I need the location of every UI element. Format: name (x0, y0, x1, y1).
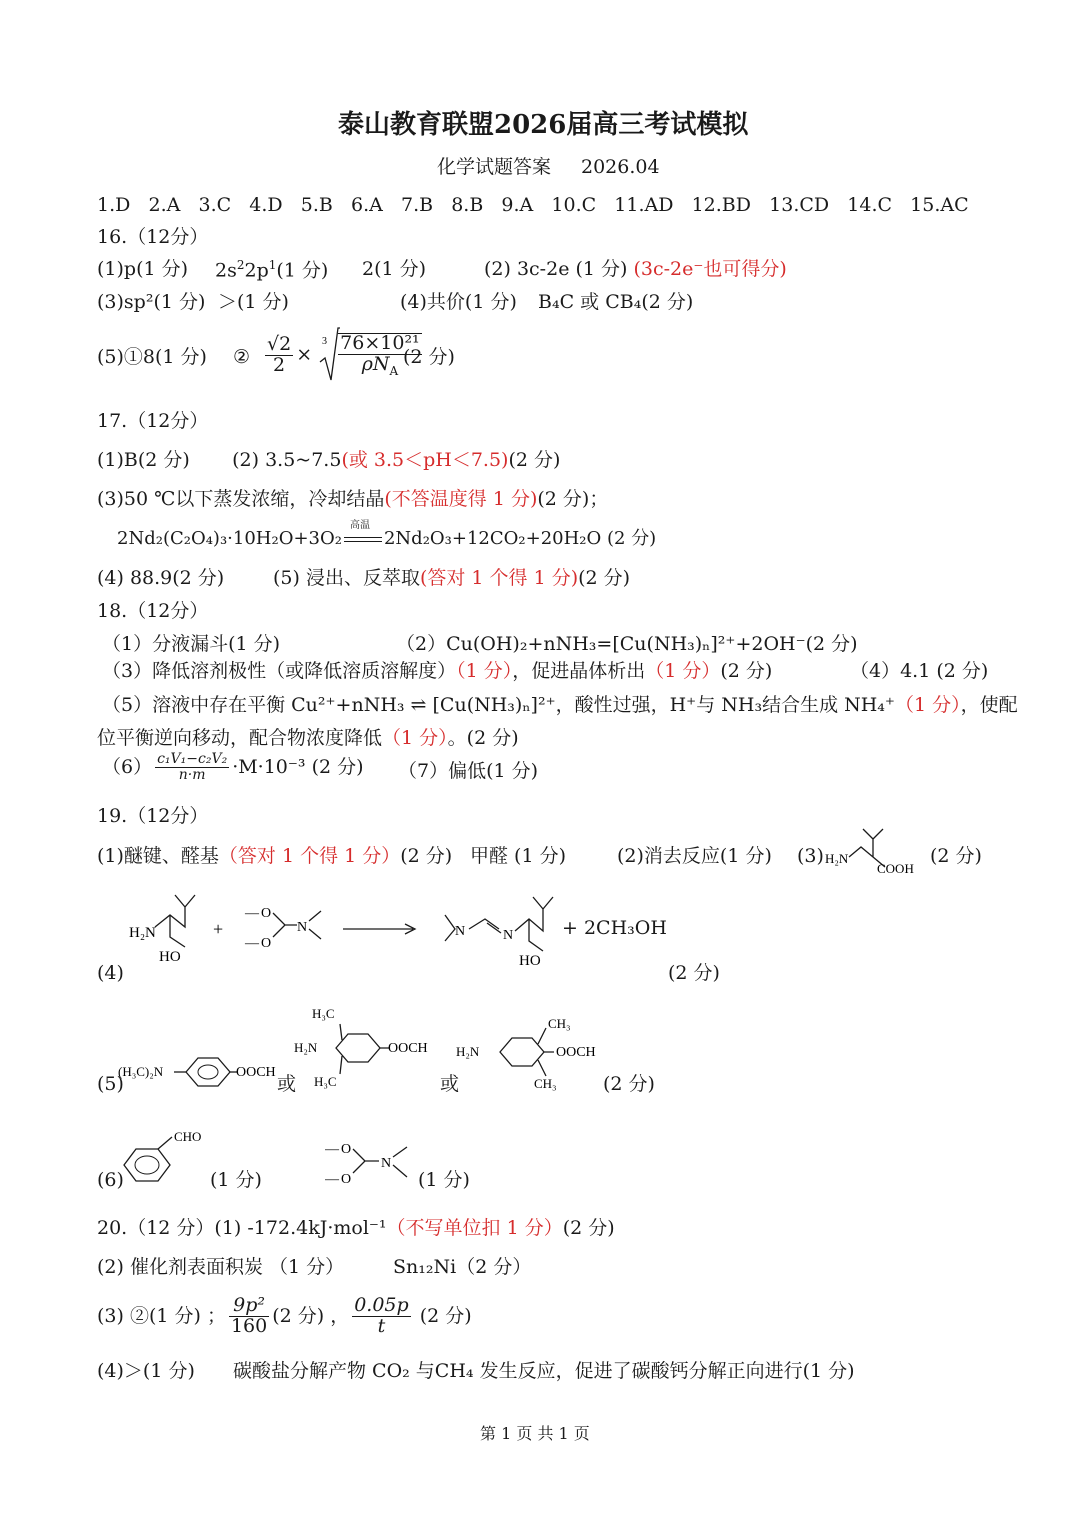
q18-l2c: (2 分) (720, 660, 773, 682)
q16-p1b: (1 分) (276, 259, 329, 282)
q19-l1c: 甲醛 (1 分) (470, 845, 566, 867)
choice-7: 7.B (400, 194, 434, 216)
dmf-dma-structure-icon (325, 1135, 425, 1195)
choice-9: 9.A (501, 194, 534, 216)
q17-l4b: (5) 浸出、反萃取 (273, 567, 420, 589)
q18-l4a: 位平衡逆向移动，配合物浓度降低 (97, 727, 383, 749)
q18-frac-num: c₁V₁−c₂V₂ (157, 751, 228, 767)
q19-l1-note: （答对 1 个得 1 分） (218, 845, 401, 867)
q18-line2 (102, 660, 772, 683)
q18-l2a: （3）降低溶剂极性（或降低溶质溶解度） (102, 660, 457, 682)
q19-p5-or1: 或 (277, 1073, 297, 1095)
q19-l1f: (2 分) (930, 845, 982, 867)
svg-text:HO: HO (159, 949, 181, 965)
q18-l5c: （7）偏低(1 分) (398, 760, 539, 782)
q16-p1c: 2(1 分) (362, 258, 427, 280)
q20-l1-note: （不写单位扣 1 分） (386, 1217, 563, 1239)
svg-text:H₃C: H₃C (312, 1006, 335, 1021)
svg-text:COOH: COOH (877, 861, 914, 876)
q18-line3 (102, 694, 1018, 717)
q20-frac2 (352, 1296, 410, 1337)
svg-text:—: — (245, 936, 259, 951)
q20-l4b: 碳酸盐分解产物 CO₂ 与CH₄ 发生反应，促进了碳酸钙分解正向进行(1 分) (233, 1360, 855, 1382)
q20-f1-den: 160 (230, 1314, 268, 1337)
q16-p4a: (4)共价(1 分) (400, 291, 517, 313)
q16-p1a: (1)p(1 分) (97, 258, 189, 280)
choice-6: 6.A (351, 194, 383, 216)
q20-l3b: (2 分) ， (272, 1305, 350, 1328)
choice-4: 4.D (249, 194, 283, 216)
svg-text:(H₃C)₂N: (H₃C)₂N (118, 1064, 164, 1079)
q16-p3a: (3)sp²(1 分) (97, 291, 206, 313)
svg-text:O: O (341, 1142, 352, 1157)
q17-l4c: (2 分) (578, 567, 631, 589)
q16-formula: $\frac{√2}{2}$ × 3 $\frac{\text{76×10²¹}}{\rho N_A}$ (262, 326, 425, 384)
svg-text:N: N (381, 1156, 392, 1171)
q20-l3a: (3) ②(1 分) ； (97, 1305, 226, 1328)
q17-heading: 17.（12分） (97, 410, 209, 432)
q16-p5a: (5)①8(1 分) (97, 346, 207, 368)
svg-text:O: O (261, 906, 272, 921)
q19-p5-structures (118, 1000, 638, 1100)
svg-text:CH₃: CH₃ (548, 1016, 571, 1031)
svg-text:CH₃: CH₃ (534, 1076, 557, 1091)
q18-l1a: （1）分液漏斗(1 分) (102, 633, 281, 655)
svg-text:H₂N: H₂N (825, 851, 849, 866)
q18-frac (155, 752, 229, 782)
choice-14: 14.C (847, 194, 893, 216)
q17-l2a: (3)50 ℃以下蒸发浓缩，冷却结晶 (97, 488, 385, 510)
svg-text:O: O (261, 936, 272, 951)
q16-root-den: $\rho N_A$ (361, 352, 399, 378)
svg-text:—: — (245, 906, 259, 921)
choice-5: 5.B (300, 194, 333, 216)
choice-11: 11.AD (614, 194, 674, 216)
q18-l2d: （4）4.1 (2 分) (850, 660, 989, 682)
choice-answers (97, 194, 969, 217)
q16-p2 (484, 258, 787, 281)
svg-text:CHO: CHO (174, 1129, 202, 1144)
q20-frac1 (229, 1296, 269, 1337)
svg-text:O: O (341, 1172, 352, 1187)
q17-l2b: (2 分)； (537, 488, 609, 510)
q18-l5b: ·M·10⁻³ (2 分) (232, 755, 364, 778)
q20-l1b: (2 分) (562, 1217, 615, 1239)
reaction-arrow: 高温 (342, 532, 384, 546)
q20-f1-num: 9p² (229, 1296, 269, 1317)
choice-13: 13.CD (769, 194, 830, 216)
choice-1: 1.D (97, 194, 131, 216)
q18-l4b: 。(2 分) (447, 727, 519, 749)
q17-l1-note: (或 3.5＜pH＜7.5) (341, 449, 509, 471)
page-footer: 第 1 页 共 1 页 (480, 1424, 590, 1443)
q20-l3c: (2 分) (419, 1305, 472, 1328)
q16-p2-note: (3c-2e⁻也可得分) (633, 258, 787, 280)
page-subtitle: 化学试题答案 (437, 156, 552, 178)
q16-p1-config: $2s^22p^1(1$ 分) (215, 258, 329, 282)
q20-line3 (97, 1296, 472, 1337)
q19-p4: (4) (97, 962, 124, 984)
q19-l1a: (1)醚键、醛基 (97, 845, 219, 867)
page-title: 泰山教育联盟2026届高三考试模拟 (338, 110, 749, 140)
q19-p6: (6) (97, 1169, 124, 1191)
svg-text:H₂N: H₂N (456, 1044, 480, 1059)
q18-line4 (97, 727, 519, 750)
q18-frac-den: n·m (178, 766, 206, 783)
q17-line2 (97, 488, 608, 511)
q18-heading: 18.（12分） (97, 600, 209, 622)
choice-8: 8.B (451, 194, 484, 216)
q17-l4a: (4) 88.9(2 分) (97, 567, 225, 589)
q17-l2-note: (不答温度得 1 分) (384, 488, 538, 510)
choice-10: 10.C (551, 194, 597, 216)
q18-l5a: （6） (102, 755, 153, 778)
q20-l2a: (2) 催化剂表面积炭 （1 分） (97, 1256, 345, 1278)
q17-l1b: (2) 3.5~7.5 (232, 449, 342, 471)
q20-l1a: 20.（12 分）(1) -172.4kJ·mol⁻¹ (97, 1217, 387, 1239)
q19-l1b: (2 分) (400, 845, 453, 867)
q16-heading: 16.（12分） (97, 226, 209, 248)
q19-line1 (97, 845, 452, 868)
valine-structure-icon (825, 823, 925, 883)
svg-text:N: N (455, 924, 466, 939)
choice-15: 15.AC (910, 194, 969, 216)
q18-l2-n2: （1 分） (645, 660, 721, 682)
q19-l1d: (2)消去反应(1 分) (617, 845, 772, 867)
q19-heading: 19.（12分） (97, 805, 209, 827)
exam-date: 2026.04 (581, 156, 660, 178)
svg-text:H₂N: H₂N (294, 1040, 318, 1055)
q18-l3a: （5）溶液中存在平衡 Cu²⁺+nNH₃ ⇌ [Cu(NH₃)ₙ]²⁺，酸性过强，H⁺与 NH₃结合生成 NH₄⁺ (102, 694, 895, 716)
q19-p5-score: (2 分) (603, 1073, 655, 1095)
q17-line1 (97, 449, 560, 472)
q19-p5: (5) (97, 1073, 124, 1095)
q18-line5 (102, 752, 364, 782)
q16-p2-text: (2) 3c-2e (1 分) (484, 258, 628, 280)
q17-equation (117, 520, 657, 550)
q16-frac (265, 332, 293, 376)
q16-frac-den: 2 (273, 353, 286, 376)
q16-p5-score: (2 分) (403, 346, 455, 368)
svg-text:N: N (297, 920, 308, 935)
q17-line4 (273, 567, 630, 590)
q17-l4-note: (答对 1 个得 1 分) (419, 567, 579, 589)
choice-2: 2.A (148, 194, 181, 216)
svg-text:—: — (325, 1142, 339, 1157)
q17-eq-left: 2Nd₂(C₂O₄)₃·10H₂O+3O₂ (117, 528, 342, 549)
q17-eq-right: 2Nd₂O₃+12CO₂+20H₂O (2 分) (383, 528, 657, 549)
q18-l3-n1: （1 分） (894, 694, 961, 716)
q19-p5-or2: 或 (440, 1073, 460, 1095)
q16-frac-num: √2 (267, 332, 292, 355)
svg-text:OOCH: OOCH (236, 1065, 276, 1080)
q20-line1 (97, 1217, 615, 1240)
q16-p5b: ② (233, 346, 251, 368)
q20-l4a: (4)＞(1 分) (97, 1360, 195, 1382)
choice-3: 3.C (198, 194, 232, 216)
q16-root-num: 76×10²¹ (340, 331, 420, 354)
q19-p6-s2: (1 分) (418, 1169, 470, 1191)
q19-p4-product: + 2CH₃OH (562, 917, 667, 939)
q20-l2b: Sn₁₂Ni（2 分） (393, 1256, 532, 1278)
q18-l1b: （2）Cu(OH)₂+nNH₃=[Cu(NH₃)ₙ]²⁺+2OH⁻(2 分) (396, 633, 858, 655)
q20-f2-num: 0.05p (354, 1294, 409, 1316)
svg-text:H₂N: H₂N (129, 925, 156, 941)
svg-text:—: — (325, 1172, 339, 1187)
q17-l1c: (2 分) (508, 449, 561, 471)
svg-text:+: + (213, 919, 224, 939)
svg-text:H₃C: H₃C (314, 1074, 337, 1089)
svg-text:3: 3 (322, 336, 328, 347)
cube-root-icon (318, 326, 340, 384)
q19-p6-s1: (1 分) (210, 1169, 262, 1191)
q18-l3b: ，使配 (960, 694, 1018, 716)
q18-l2b: ，促进晶体析出 (512, 660, 646, 682)
svg-text:OOCH: OOCH (556, 1045, 596, 1060)
q17-l1a: (1)B(2 分) (97, 449, 190, 471)
q19-p4-score: (2 分) (668, 962, 720, 984)
q20-f2-den: t (377, 1314, 386, 1337)
q16-p4b: B₄C 或 CB₄(2 分) (538, 291, 694, 313)
q19-l1e: (3) (797, 845, 824, 867)
benzaldehyde-structure-icon (118, 1125, 218, 1195)
svg-text:HO: HO (519, 953, 541, 969)
svg-text:N: N (503, 928, 514, 943)
svg-text:OOCH: OOCH (388, 1041, 428, 1056)
choice-12: 12.BD (691, 194, 752, 216)
q18-l4-n1: （1 分） (382, 727, 448, 749)
q18-l2-n1: （1 分） (456, 660, 513, 682)
q16-p3b: ＞(1 分) (218, 291, 289, 313)
